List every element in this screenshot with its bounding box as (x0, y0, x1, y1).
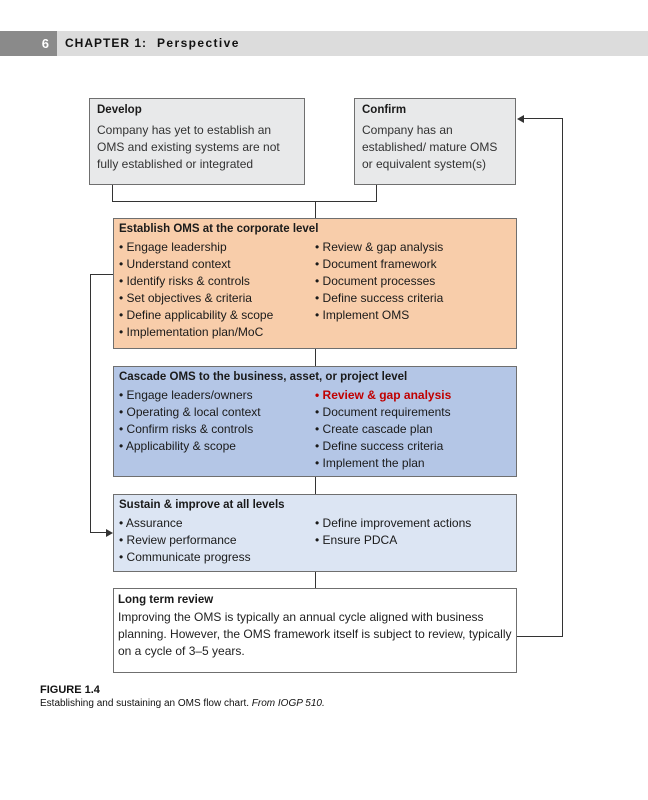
list-item: • Operating & local context (119, 405, 261, 419)
connector-line (112, 201, 377, 202)
connector-line (523, 118, 563, 119)
connector-line (315, 477, 316, 494)
long-term-text: Improving the OMS is typically an annual cycle aligned with business planning. However, the OMS framework itself is subject to review, typically on a cycle of 3–5 years. (118, 610, 512, 658)
list-item: • Review performance (119, 533, 237, 547)
list-item: • Define improvement actions (315, 516, 472, 530)
cascade-right-list (315, 387, 511, 472)
connector-line (376, 185, 377, 202)
sustain-title: Sustain & improve at all levels (119, 499, 285, 511)
list-item: • Create cascade plan (315, 422, 433, 436)
list-item: • Understand context (119, 257, 231, 271)
long-term-title: Long term review (118, 594, 214, 606)
arrow-left-icon (517, 115, 524, 123)
develop-box (89, 98, 305, 185)
list-item: • Applicability & scope (119, 439, 236, 453)
connector-line (315, 572, 316, 588)
cascade-title: Cascade OMS to the business, asset, or project level (119, 371, 408, 383)
caption-text: Establishing and sustaining an OMS flow chart. (40, 698, 252, 709)
chapter-title: Perspective (157, 36, 240, 50)
connector-line (517, 636, 563, 637)
list-item: • Ensure PDCA (315, 533, 398, 547)
chapter-heading (65, 31, 240, 56)
develop-title: Develop (97, 104, 142, 116)
long-term-box (113, 588, 517, 673)
establish-box (113, 218, 517, 349)
list-item: • Review & gap analysis (315, 240, 444, 254)
list-item: • Document requirements (315, 405, 451, 419)
list-item: • Document framework (315, 257, 437, 271)
list-item: • Define success criteria (315, 439, 444, 453)
arrow-right-icon (106, 529, 113, 537)
establish-right-list (315, 239, 511, 341)
page-number: 6 (0, 31, 57, 56)
list-item: • Define applicability & scope (119, 308, 274, 322)
figure-label: FIGURE 1.4 (40, 684, 100, 696)
develop-text: Company has yet to establish an OMS and existing systems are not fully established or integrated (97, 123, 280, 171)
figure-caption (40, 698, 325, 709)
list-item: • Assurance (119, 516, 183, 530)
confirm-text: Company has an established/ mature OMS or equivalent system(s) (362, 123, 498, 171)
sustain-left-list (119, 515, 315, 566)
connector-line (90, 274, 91, 533)
list-item: • Engage leaders/owners (119, 388, 253, 402)
connector-line (90, 274, 113, 275)
list-item: • Communicate progress (119, 550, 251, 564)
cascade-box (113, 366, 517, 477)
list-item: • Identify risks & controls (119, 274, 250, 288)
connector-line (112, 185, 113, 202)
list-item: • Set objectives & criteria (119, 291, 252, 305)
connector-line (562, 118, 563, 637)
establish-left-list (119, 239, 315, 341)
connector-line (315, 349, 316, 366)
list-item: • Implementation plan/MoC (119, 325, 264, 339)
highlighted-list-item: • Review & gap analysis (315, 388, 452, 402)
sustain-box (113, 494, 517, 572)
page-header (0, 31, 648, 56)
list-item: • Document processes (315, 274, 436, 288)
list-item: • Implement OMS (315, 308, 410, 322)
caption-source: From IOGP 510. (251, 698, 325, 709)
cascade-left-list (119, 387, 315, 472)
list-item: • Confirm risks & controls (119, 422, 254, 436)
confirm-box (354, 98, 516, 185)
list-item: • Engage leadership (119, 240, 227, 254)
confirm-title: Confirm (362, 104, 407, 116)
chapter-label: CHAPTER 1: (65, 36, 148, 50)
sustain-right-list (315, 515, 511, 566)
connector-line (315, 201, 316, 218)
list-item: • Implement the plan (315, 456, 425, 470)
establish-title: Establish OMS at the corporate level (119, 223, 319, 235)
list-item: • Define success criteria (315, 291, 444, 305)
connector-line (90, 532, 107, 533)
